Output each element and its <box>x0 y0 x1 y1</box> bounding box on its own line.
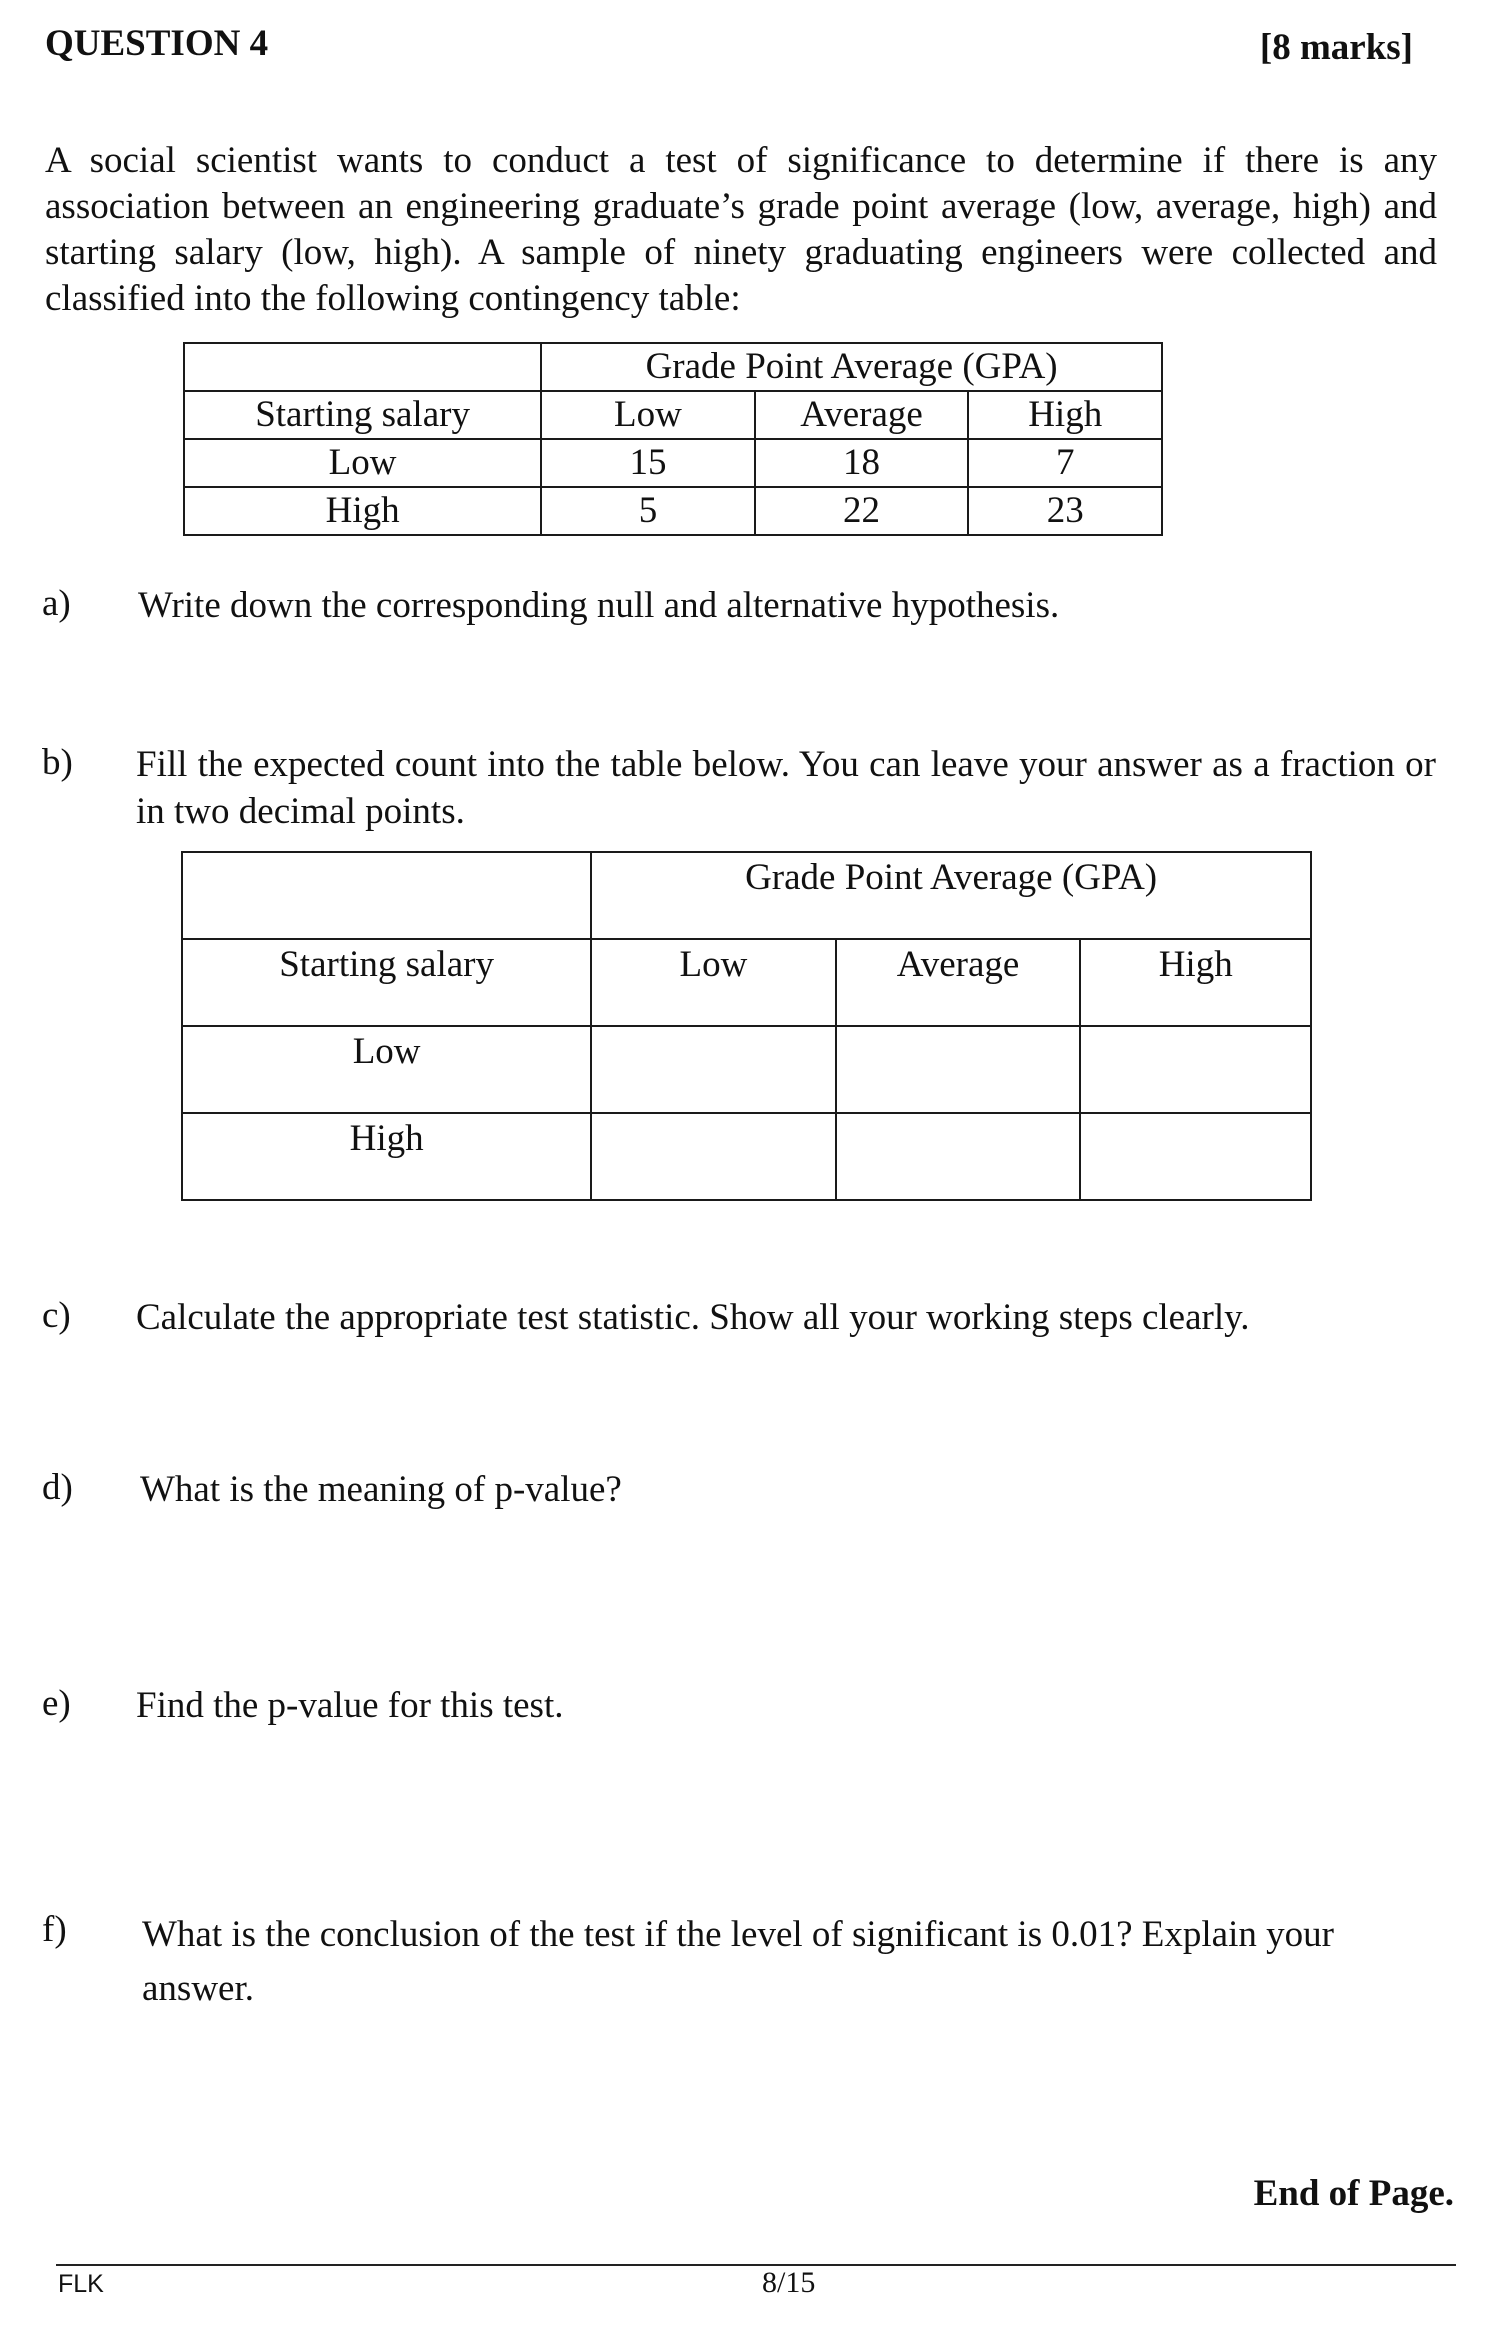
question-e-label: e) <box>42 1683 71 1724</box>
question-marks: [8 marks] <box>1259 27 1413 68</box>
table-row <box>182 1113 1311 1200</box>
table-row <box>184 343 1162 391</box>
question-f-text: What is the conclusion of the test if the level of significant is 0.01? Explain your answer. <box>142 1914 1334 2009</box>
table-row-label: Low <box>182 1026 591 1113</box>
table-cell: 18 <box>755 439 969 487</box>
question-a-text: Write down the corresponding null and alternative hypothesis. <box>138 585 1060 626</box>
table-row-label: High <box>182 1113 591 1200</box>
question-b-label: b) <box>42 742 73 783</box>
table-column-header: Average <box>755 391 969 439</box>
table-row-header-label: Starting salary <box>182 939 591 1026</box>
table-corner-cell <box>184 343 541 391</box>
table-column-header: Low <box>591 939 836 1026</box>
table-row <box>184 439 1162 487</box>
table-row <box>182 852 1311 939</box>
table-cell: 5 <box>541 487 755 535</box>
answer-cell[interactable] <box>836 1113 1081 1200</box>
answer-cell[interactable] <box>591 1026 836 1113</box>
table-row <box>184 487 1162 535</box>
question-c-text: Calculate the appropriate test statistic. Show all your working steps clearly. <box>136 1297 1250 1338</box>
question-e-text: Find the p-value for this test. <box>136 1685 564 1726</box>
table-group-header: Grade Point Average (GPA) <box>591 852 1311 939</box>
table-column-header: Low <box>541 391 755 439</box>
table-corner-cell <box>182 852 591 939</box>
contingency-table <box>183 342 1163 536</box>
expected-count-table <box>181 851 1312 1201</box>
table-row <box>184 391 1162 439</box>
intro-paragraph: A social scientist wants to conduct a test of significance to determine if there is any association between an engineering graduate’s grade point average (low, average, high) and starting salary (low, high). A sample of ninety graduating engineers were collected and classified into the following contingency table: <box>45 140 1437 319</box>
table-column-header: Average <box>836 939 1081 1026</box>
table-row-label: High <box>184 487 541 535</box>
question-d-text: What is the meaning of p-value? <box>140 1469 622 1510</box>
table-cell: 23 <box>968 487 1162 535</box>
question-c-label: c) <box>42 1295 71 1336</box>
table-column-header: High <box>1080 939 1311 1026</box>
table-cell: 7 <box>968 439 1162 487</box>
table-column-header: High <box>968 391 1162 439</box>
table-cell: 15 <box>541 439 755 487</box>
table-row <box>182 939 1311 1026</box>
footer-divider <box>56 2264 1456 2266</box>
answer-cell[interactable] <box>1080 1113 1311 1200</box>
end-of-page-note: End of Page. <box>1253 2173 1454 2214</box>
table-cell: 22 <box>755 487 969 535</box>
answer-cell[interactable] <box>591 1113 836 1200</box>
footer-initials: FLK <box>58 2270 104 2298</box>
answer-cell[interactable] <box>1080 1026 1311 1113</box>
answer-cell[interactable] <box>836 1026 1081 1113</box>
question-a-label: a) <box>42 583 71 624</box>
table-group-header: Grade Point Average (GPA) <box>541 343 1162 391</box>
table-row <box>182 1026 1311 1113</box>
table-row-header-label: Starting salary <box>184 391 541 439</box>
question-f-label: f) <box>42 1909 67 1950</box>
table-row-label: Low <box>184 439 541 487</box>
question-title: QUESTION 4 <box>45 23 269 64</box>
question-d-label: d) <box>42 1467 73 1508</box>
question-b-text: Fill the expected count into the table below. You can leave your answer as a fraction or in two decimal points. <box>136 744 1436 832</box>
page-number: 8/15 <box>762 2266 816 2299</box>
